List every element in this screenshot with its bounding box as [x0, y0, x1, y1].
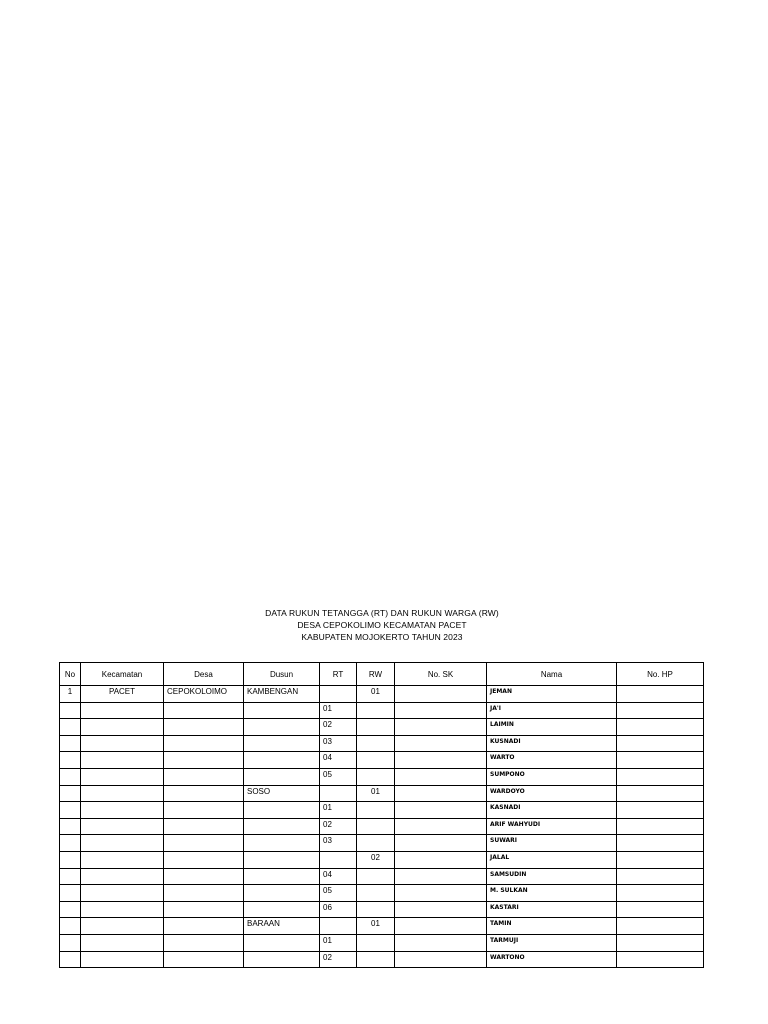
cell-no-sk [395, 719, 487, 736]
cell-desa [164, 951, 244, 968]
cell-kecamatan [81, 934, 164, 951]
cell-rw [357, 719, 395, 736]
cell-kecamatan: PACET [81, 686, 164, 703]
cell-nama: KUSNADI [487, 735, 617, 752]
cell-kecamatan [81, 918, 164, 935]
cell-kecamatan [81, 851, 164, 868]
cell-kecamatan [81, 785, 164, 802]
cell-dusun [244, 735, 320, 752]
cell-no-sk [395, 885, 487, 902]
cell-rw [357, 768, 395, 785]
cell-rt [320, 918, 357, 935]
cell-desa [164, 901, 244, 918]
cell-no-hp [617, 918, 704, 935]
table-row [60, 951, 704, 968]
table-row [60, 702, 704, 719]
cell-kecamatan [81, 735, 164, 752]
header-no: No [60, 663, 81, 686]
cell-dusun [244, 851, 320, 868]
cell-kecamatan [81, 752, 164, 769]
table-row [60, 934, 704, 951]
cell-no [60, 951, 81, 968]
table-row [60, 918, 704, 935]
cell-dusun: KAMBENGAN [244, 686, 320, 703]
header-dusun: Dusun [244, 663, 320, 686]
cell-no [60, 802, 81, 819]
cell-rw [357, 868, 395, 885]
cell-desa [164, 851, 244, 868]
cell-no-sk [395, 901, 487, 918]
cell-dusun: BARAAN [244, 918, 320, 935]
cell-no-hp [617, 835, 704, 852]
cell-nama: WARDOYO [487, 785, 617, 802]
cell-no [60, 735, 81, 752]
cell-desa: CEPOKOLOIMO [164, 686, 244, 703]
cell-desa [164, 768, 244, 785]
cell-dusun [244, 868, 320, 885]
cell-rt [320, 686, 357, 703]
header-kecamatan: Kecamatan [81, 663, 164, 686]
table-row [60, 901, 704, 918]
cell-no-hp [617, 851, 704, 868]
cell-kecamatan [81, 702, 164, 719]
cell-desa [164, 835, 244, 852]
header-rt: RT [320, 663, 357, 686]
table-row [60, 686, 704, 703]
cell-no-sk [395, 868, 487, 885]
cell-no-sk [395, 818, 487, 835]
cell-no-hp [617, 735, 704, 752]
cell-dusun [244, 719, 320, 736]
cell-dusun [244, 702, 320, 719]
table-row [60, 818, 704, 835]
cell-rw [357, 702, 395, 719]
cell-rt: 03 [320, 835, 357, 852]
cell-kecamatan [81, 885, 164, 902]
cell-nama: LAIMIN [487, 719, 617, 736]
cell-rt [320, 851, 357, 868]
cell-no-hp [617, 785, 704, 802]
cell-desa [164, 735, 244, 752]
cell-nama: TARMUJI [487, 934, 617, 951]
table-row [60, 835, 704, 852]
cell-no [60, 768, 81, 785]
cell-no-hp [617, 802, 704, 819]
cell-no-sk [395, 702, 487, 719]
cell-dusun [244, 934, 320, 951]
cell-dusun [244, 752, 320, 769]
cell-desa [164, 719, 244, 736]
table-row [60, 785, 704, 802]
cell-no [60, 818, 81, 835]
cell-nama: SAMSUDIN [487, 868, 617, 885]
cell-desa [164, 818, 244, 835]
cell-no-sk [395, 752, 487, 769]
cell-no [60, 934, 81, 951]
table-row [60, 851, 704, 868]
cell-rt: 02 [320, 719, 357, 736]
cell-no [60, 752, 81, 769]
cell-no-hp [617, 868, 704, 885]
cell-nama: JEMAN [487, 686, 617, 703]
cell-desa [164, 802, 244, 819]
cell-no [60, 868, 81, 885]
cell-rt: 01 [320, 934, 357, 951]
cell-nama: M. SULKAN [487, 885, 617, 902]
cell-kecamatan [81, 868, 164, 885]
header-rw: RW [357, 663, 395, 686]
table-row [60, 802, 704, 819]
cell-no-hp [617, 885, 704, 902]
cell-rt: 01 [320, 702, 357, 719]
cell-rt: 05 [320, 768, 357, 785]
cell-no-hp [617, 934, 704, 951]
table-row [60, 752, 704, 769]
cell-no-sk [395, 686, 487, 703]
title-line-1: DATA RUKUN TETANGGA (RT) DAN RUKUN WARGA (RW) [265, 608, 499, 618]
cell-no [60, 785, 81, 802]
cell-no-sk [395, 768, 487, 785]
table-header-row [60, 663, 704, 686]
cell-rt: 06 [320, 901, 357, 918]
cell-kecamatan [81, 768, 164, 785]
cell-dusun [244, 835, 320, 852]
cell-rw: 02 [357, 851, 395, 868]
cell-nama: JA'I [487, 702, 617, 719]
cell-no-sk [395, 851, 487, 868]
cell-nama: KASNADI [487, 802, 617, 819]
cell-nama: WARTO [487, 752, 617, 769]
cell-desa [164, 752, 244, 769]
cell-rt: 03 [320, 735, 357, 752]
cell-kecamatan [81, 901, 164, 918]
cell-nama: WARTONO [487, 951, 617, 968]
header-no-hp: No. HP [617, 663, 704, 686]
cell-desa [164, 918, 244, 935]
cell-rt: 04 [320, 752, 357, 769]
cell-rw: 01 [357, 918, 395, 935]
cell-rt: 01 [320, 802, 357, 819]
cell-desa [164, 934, 244, 951]
cell-rw: 01 [357, 686, 395, 703]
cell-nama: TAMIN [487, 918, 617, 935]
cell-rt: 05 [320, 885, 357, 902]
cell-rw [357, 735, 395, 752]
cell-nama: KASTARI [487, 901, 617, 918]
cell-rw [357, 901, 395, 918]
table-row [60, 885, 704, 902]
cell-nama: SUMPONO [487, 768, 617, 785]
document-title [0, 607, 764, 643]
cell-no [60, 719, 81, 736]
cell-no-sk [395, 785, 487, 802]
cell-no-sk [395, 835, 487, 852]
cell-desa [164, 868, 244, 885]
cell-dusun [244, 885, 320, 902]
cell-rw [357, 835, 395, 852]
cell-dusun [244, 901, 320, 918]
cell-no [60, 918, 81, 935]
cell-nama: JALAL [487, 851, 617, 868]
table-row [60, 768, 704, 785]
cell-rw [357, 818, 395, 835]
cell-no-hp [617, 702, 704, 719]
cell-no-hp [617, 768, 704, 785]
cell-rt: 02 [320, 951, 357, 968]
cell-kecamatan [81, 818, 164, 835]
header-desa: Desa [164, 663, 244, 686]
cell-rw [357, 802, 395, 819]
cell-no-sk [395, 918, 487, 935]
cell-no [60, 851, 81, 868]
header-nama: Nama [487, 663, 617, 686]
cell-no [60, 702, 81, 719]
cell-nama: SUWARI [487, 835, 617, 852]
table-row [60, 868, 704, 885]
cell-no-hp [617, 901, 704, 918]
cell-rw [357, 885, 395, 902]
cell-rt: 02 [320, 818, 357, 835]
cell-dusun [244, 818, 320, 835]
cell-desa [164, 702, 244, 719]
table-row [60, 719, 704, 736]
cell-kecamatan [81, 802, 164, 819]
cell-dusun [244, 802, 320, 819]
cell-no [60, 835, 81, 852]
cell-no-sk [395, 951, 487, 968]
cell-nama: ARIF WAHYUDI [487, 818, 617, 835]
cell-rw [357, 752, 395, 769]
cell-no [60, 885, 81, 902]
cell-rw [357, 934, 395, 951]
cell-no-hp [617, 686, 704, 703]
cell-no-sk [395, 802, 487, 819]
title-line-2: DESA CEPOKOLIMO KECAMATAN PACET [297, 620, 467, 630]
table-row [60, 735, 704, 752]
cell-no-hp [617, 752, 704, 769]
cell-rw [357, 951, 395, 968]
rt-rw-table [59, 662, 704, 968]
table-body [60, 686, 704, 968]
cell-rw: 01 [357, 785, 395, 802]
cell-no [60, 901, 81, 918]
cell-no-hp [617, 951, 704, 968]
cell-rt: 04 [320, 868, 357, 885]
cell-desa [164, 885, 244, 902]
cell-no-hp [617, 719, 704, 736]
header-no-sk: No. SK [395, 663, 487, 686]
cell-no: 1 [60, 686, 81, 703]
title-line-3: KABUPATEN MOJOKERTO TAHUN 2023 [301, 632, 463, 642]
cell-no-sk [395, 735, 487, 752]
cell-no-hp [617, 818, 704, 835]
cell-dusun [244, 951, 320, 968]
cell-kecamatan [81, 951, 164, 968]
cell-kecamatan [81, 719, 164, 736]
cell-dusun: SOSO [244, 785, 320, 802]
cell-rt [320, 785, 357, 802]
cell-kecamatan [81, 835, 164, 852]
cell-desa [164, 785, 244, 802]
cell-no-sk [395, 934, 487, 951]
cell-dusun [244, 768, 320, 785]
